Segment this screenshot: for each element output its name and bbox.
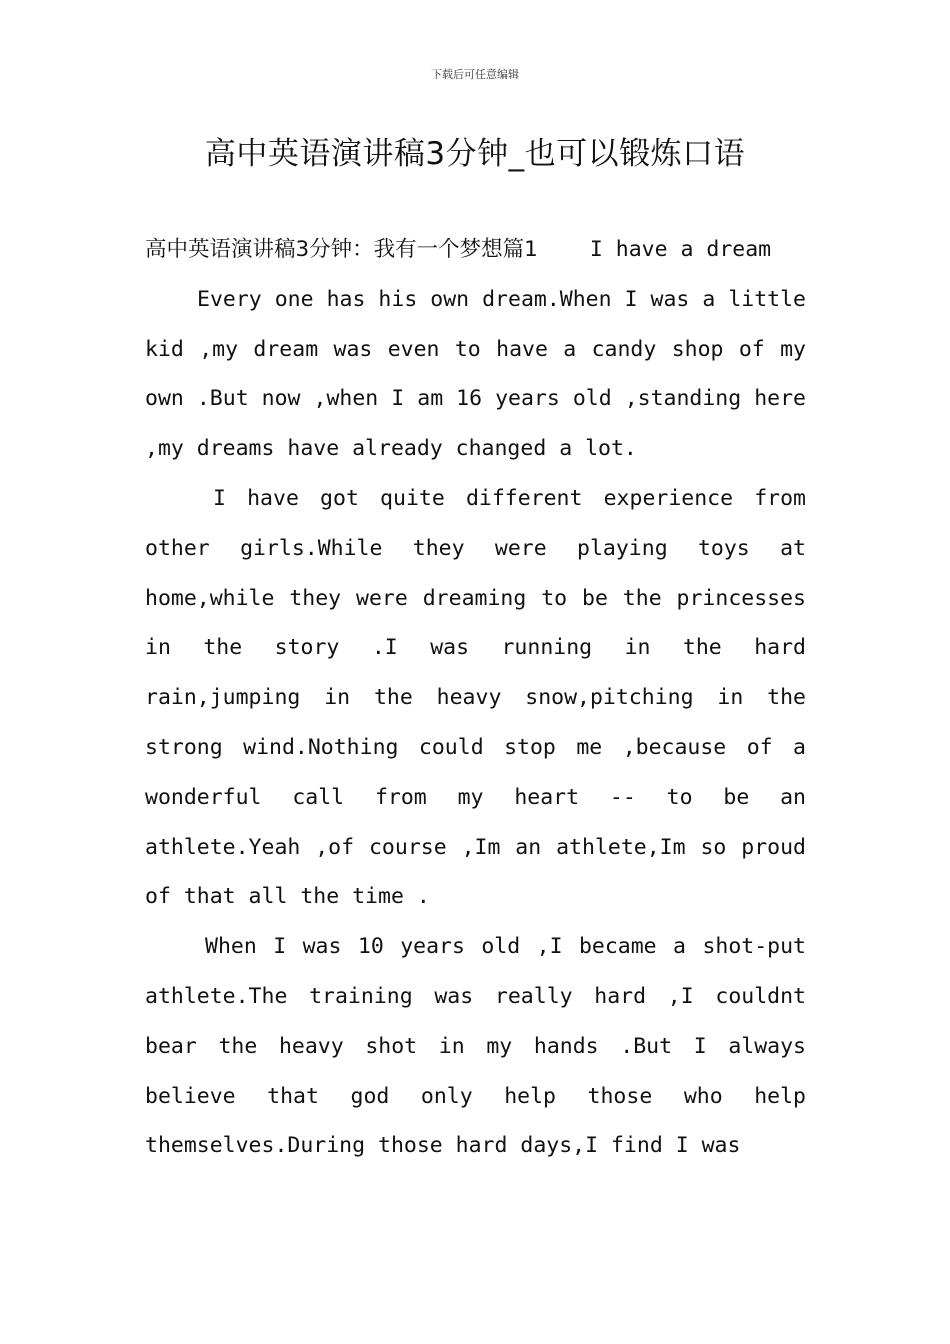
body-paragraph-1: Every one has his own dream.When I was a little kid ,my dream was even to have a candy shop of my own .But now ,when I am 16 years old ,standing here ,my dreams have already changed a lot. bbox=[145, 286, 806, 462]
header-note: 下载后可任意编辑 bbox=[431, 68, 519, 81]
subtitle-text: 高中英语演讲稿3分钟：我有一个梦想篇1 bbox=[145, 237, 538, 262]
body-paragraph-2: I have got quite different experience from other girls.While they were playing toys at home,while they were dreaming to be the princesses in the story .I was running in the hard rain,jumping in the heavy snow,pitching in the strong wind.Nothing could stop me ,because of a wonderful call from my heart -- to be an athlete.Yeah ,of course ,Im an athlete,Im so proud of that all the time . bbox=[145, 485, 806, 910]
subtitle-paragraph bbox=[145, 225, 806, 275]
document-body bbox=[145, 225, 806, 1171]
subtitle-english: I have a dream bbox=[589, 237, 772, 262]
body-paragraph-3: When I was 10 years old ,I became a shot-put athlete.The training was really hard ,I couldnt bear the heavy shot in my hands .But I always believe that god only help those who help themselves.During those hard days,I find I was bbox=[145, 934, 806, 1159]
document-title: 高中英语演讲稿3分钟_也可以锻炼口语 bbox=[204, 136, 746, 172]
